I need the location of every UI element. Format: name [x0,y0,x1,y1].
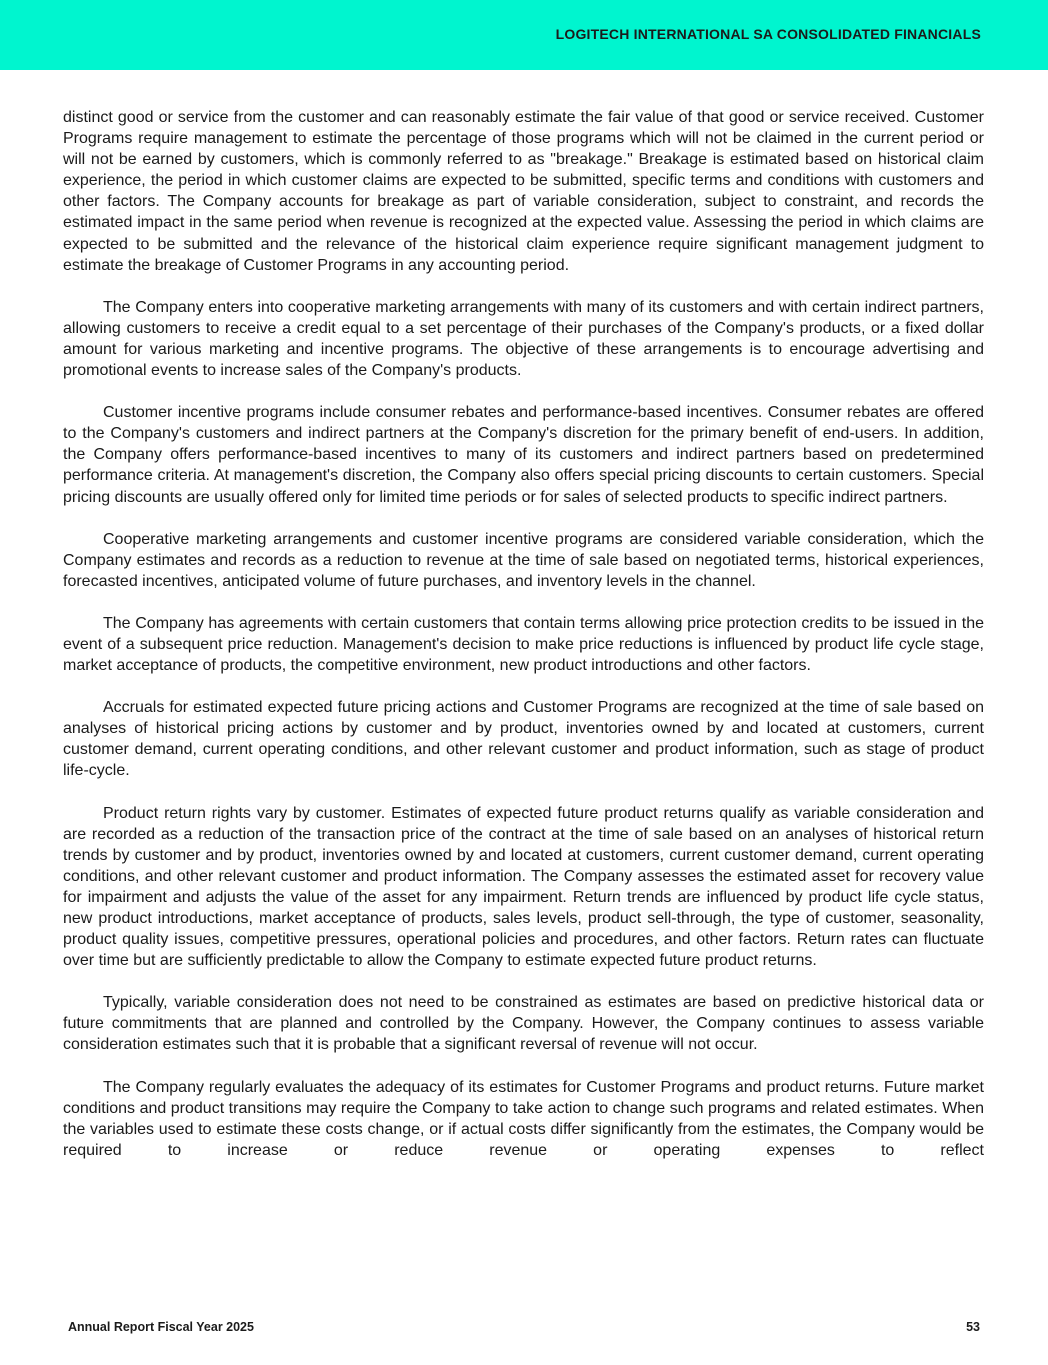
paragraph-constraint: Typically, variable consideration does not need to be constrained as estimates are based on predictive historical data or future commitments that are planned and controlled by the Company. However, the Company continues to assess variable consideration estimates such that it is probable that a significant reversal of revenue will not occur. [63,994,984,1054]
paragraph-variable-consideration: Cooperative marketing arrangements and customer incentive programs are considered variable consideration, which the Company estimates and records as a reduction to revenue at the time of sale based on negotiated terms, historical experiences, forecasted incentives, anticipated volume of future purchases, and inventory levels in the channel. [63,530,984,590]
paragraph-accruals: Accruals for estimated expected future pricing actions and Customer Programs are recognized at the time of sale based on analyses of historical pricing actions by customer and by product, inventories owned by and located at customers, current customer demand, current operating conditions, and other relevant customer and product information, such as stage of product life-cycle. [63,699,984,780]
body-text [63,107,984,1182]
paragraph-customer-incentives: Customer incentive programs include consumer rebates and performance-based incentives. Consumer rebates are offered to the Company's customers and indirect partners at the Company's discretion for the primary benefit of end-users. In addition, the Company offers performance-based incentives to many of its customers and indirect partners based on predetermined performance criteria. At management's discretion, the Company also offers special pricing discounts to certain customers. Special pricing discounts are usually offered only for limited time periods or for sales of selected products to specific indirect partners. [63,404,984,506]
paragraph-cooperative-marketing: The Company enters into cooperative marketing arrangements with many of its customers and with certain indirect partners, allowing customers to receive a credit equal to a set percentage of their purchases of the Company's products, or a fixed dollar amount for various marketing and incentive programs. The objective of these arrangements is to encourage advertising and promotional events to increase sales of the Company's products. [63,298,984,380]
paragraph-product-returns: Product return rights vary by customer. Estimates of expected future product returns qualify as variable consideration and are recorded as a reduction of the transaction price of the contract at the time of sale based on an analyses of historical return trends by customer and by product, inventories owned by and located at customers, current customer demand, current operating conditions, and other relevant customer and product information. The Company assesses the estimated asset for recovery value for impairment and adjusts the value of the asset for any impairment. Return trends are influenced by product life cycle status, new product introductions, market acceptance of products, sales levels, product sell-through, the type of customer, seasonality, product quality issues, competitive pressures, operational policies and procedures, and other factors. Return rates can fluctuate over time but are sufficiently predictable to allow the Company to estimate expected future product returns. [63,804,984,970]
footer-report-title: Annual Report Fiscal Year 2025 [68,1320,254,1334]
paragraph-evaluation: The Company regularly evaluates the adequacy of its estimates for Customer Programs and product returns. Future market conditions and product transitions may require the Company to take action to change such programs and related estimates. When the variables used to estimate these costs change, or if actual costs differ significantly from the estimates, the Company would be required to increase or reduce revenue or operating expenses to reflect [63,1078,984,1159]
header-band [0,0,1048,70]
footer-page-number: 53 [966,1320,980,1334]
header-title: LOGITECH INTERNATIONAL SA CONSOLIDATED FINANCIALS [555,26,981,42]
paragraph-price-protection: The Company has agreements with certain customers that contain terms allowing price protection credits to be issued in the event of a subsequent price reduction. Management's decision to make price reductions is influenced by product life cycle stage, market acceptance of products, the competitive environment, new product introductions and other factors. [63,614,984,675]
paragraph-breakage: distinct good or service from the customer and can reasonably estimate the fair value of that good or service received. Customer Programs require management to estimate the percentage of those programs which will not be claimed in the current period or will not be earned by customers, which is commonly referred to as "breakage." Breakage is estimated based on historical claim experience, the period in which customer claims are expected to be submitted, specific terms and conditions with customers and other factors. The Company accounts for breakage as part of variable consideration, subject to constraint, and records the estimated impact in the same period when revenue is recognized at the expected value. Assessing the period in which claims are expected to be submitted and the relevance of the historical claim experience require significant management judgment to estimate the breakage of Customer Programs in any accounting period. [63,109,984,274]
